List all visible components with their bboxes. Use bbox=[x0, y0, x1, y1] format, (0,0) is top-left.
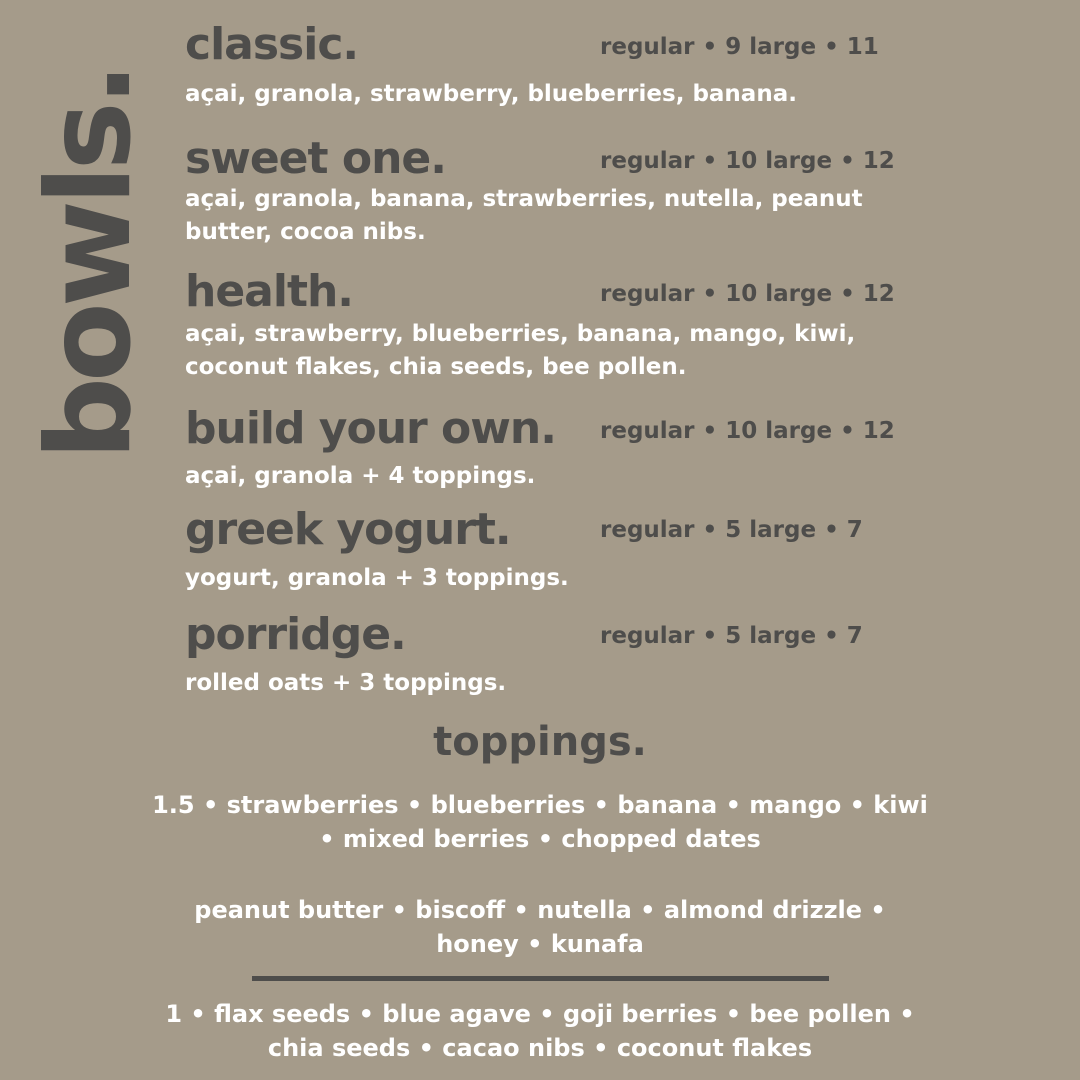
item-name: build your own. bbox=[185, 403, 556, 454]
item-name: health. bbox=[185, 266, 354, 317]
item-price: regular • 10 large • 12 bbox=[600, 148, 895, 174]
item-description: açai, granola, strawberry, blueberries, banana. bbox=[185, 81, 797, 107]
toppings-group-fruit: 1.5 • strawberries • blueberries • banana • mango • kiwi • mixed berries • chopped dates bbox=[152, 791, 928, 853]
item-description: açai, strawberry, blueberries, banana, mango, kiwi, coconut flakes, chia seeds, bee pollen. bbox=[185, 321, 856, 380]
item-price: regular • 9 large • 11 bbox=[600, 34, 879, 60]
item-description: açai, granola + 4 toppings. bbox=[185, 463, 536, 489]
divider bbox=[252, 976, 829, 981]
item-price: regular • 10 large • 12 bbox=[600, 418, 895, 444]
toppings-group-seeds: 1 • flax seeds • blue agave • goji berries • bee pollen • chia seeds • cacao nibs • coconut flakes bbox=[165, 1000, 915, 1062]
item-name: porridge. bbox=[185, 609, 406, 660]
menu-section-title: bowls. bbox=[22, 67, 157, 460]
item-name: sweet one. bbox=[185, 133, 446, 184]
item-description: açai, granola, banana, strawberries, nutella, peanut butter, cocoa nibs. bbox=[185, 186, 863, 245]
item-description: rolled oats + 3 toppings. bbox=[185, 670, 507, 696]
toppings-group-spreads: peanut butter • biscoff • nutella • almond drizzle • honey • kunafa bbox=[194, 896, 886, 958]
item-name: greek yogurt. bbox=[185, 504, 511, 555]
item-description: yogurt, granola + 3 toppings. bbox=[185, 565, 569, 591]
item-price: regular • 5 large • 7 bbox=[600, 517, 863, 543]
item-name: classic. bbox=[185, 19, 359, 70]
item-price: regular • 5 large • 7 bbox=[600, 623, 863, 649]
item-price: regular • 10 large • 12 bbox=[600, 281, 895, 307]
toppings-heading: toppings. bbox=[433, 719, 647, 765]
